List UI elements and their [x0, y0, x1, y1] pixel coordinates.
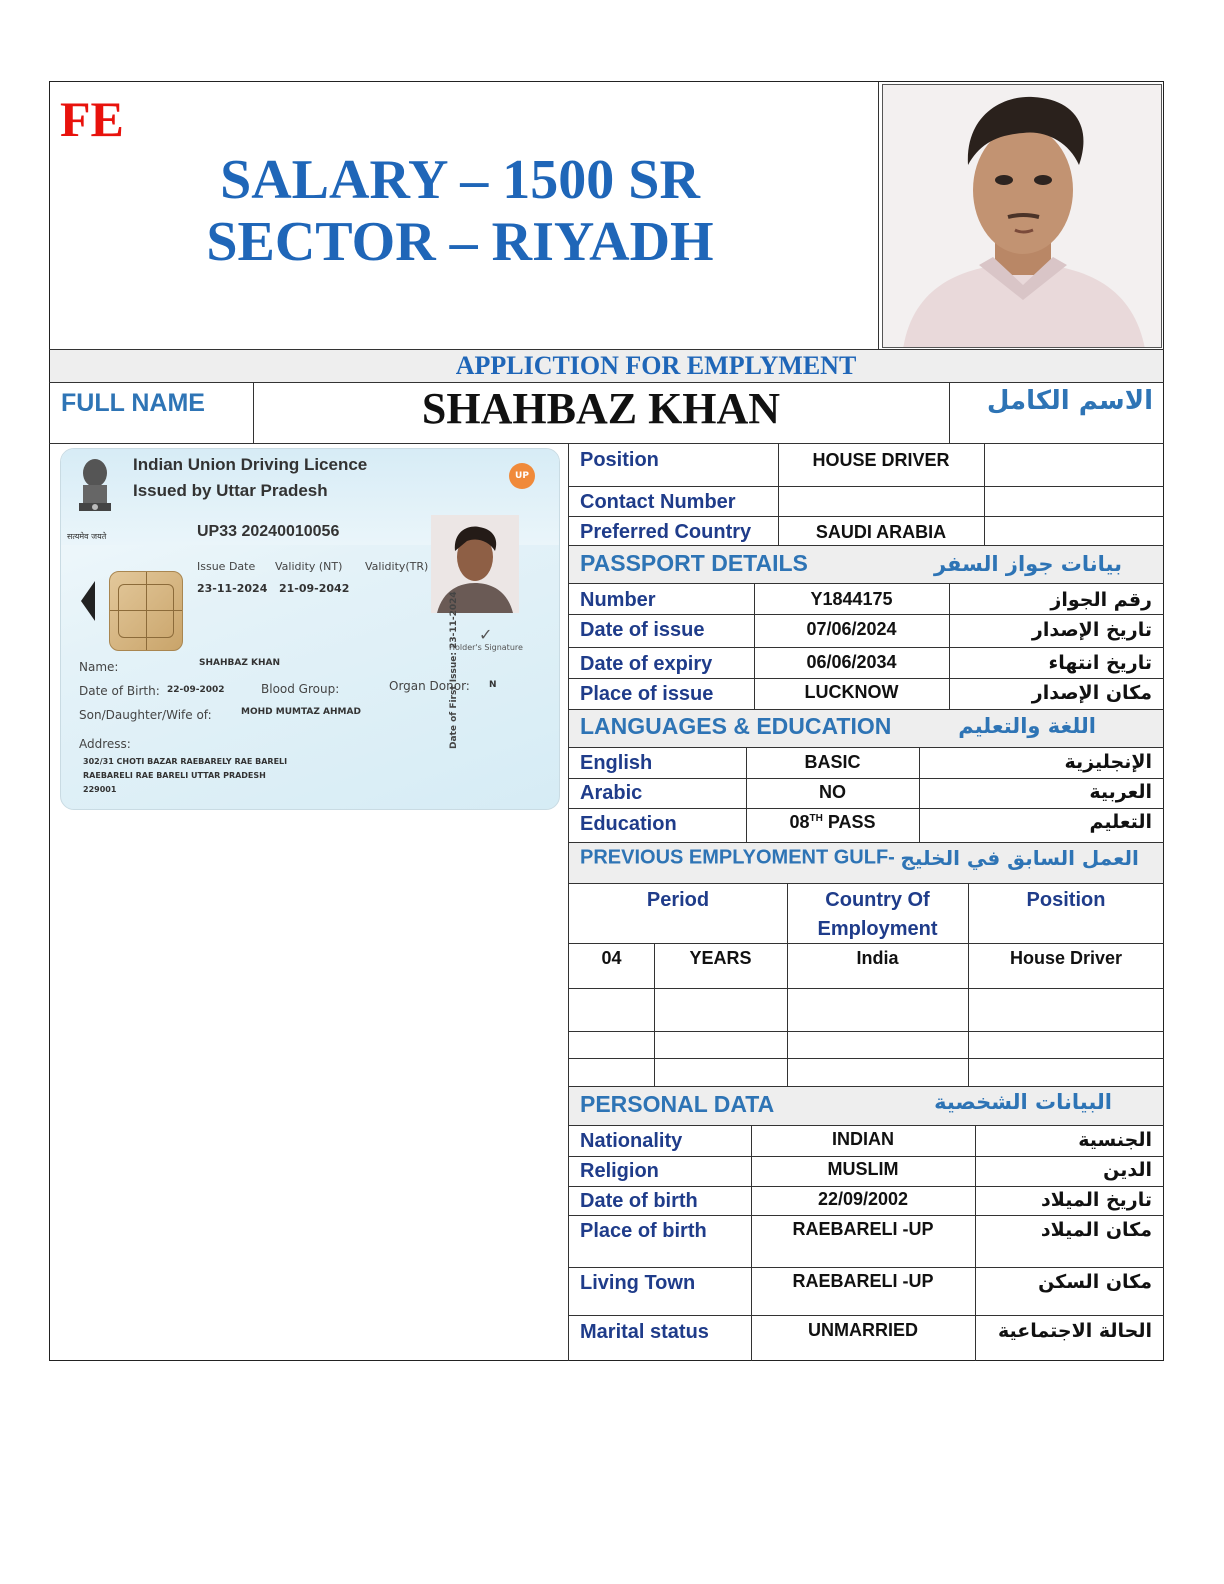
arabic-label: Arabic	[580, 782, 643, 804]
living-town-label-ar: مكان السكن	[1038, 1271, 1152, 1293]
passport-section-title: PASSPORT DETAILS	[580, 550, 808, 576]
marital-status-label: Marital status	[580, 1321, 709, 1343]
passport-number-label-ar: رقم الجواز	[1050, 589, 1152, 611]
validity-nt-value: 21-09-2042	[279, 582, 350, 595]
issue-date-label-ar: تاريخ الإصدار	[1031, 619, 1152, 641]
employment-title-en: PREVIOUS EMPLYOMENT GULF-	[580, 846, 895, 869]
marital-status-label-ar: الحالة الاجتماعية	[998, 1320, 1152, 1342]
employment-title-ar: العمل السابق في الخليج	[900, 846, 1139, 870]
place-of-issue-label-ar: مكان الإصدار	[1031, 682, 1152, 704]
employment-period-unit: YEARS	[689, 948, 752, 968]
place-of-issue-label: Place of issue	[580, 683, 714, 705]
english-label-ar: الإنجليزية	[1064, 751, 1152, 773]
employment-position: House Driver	[1009, 948, 1123, 968]
card-address-line2: RAEBARELI RAE BARELI UTTAR PRADESH	[83, 771, 266, 780]
issue-date-value: 23-11-2024	[197, 582, 268, 595]
position-header: Position	[1026, 889, 1106, 911]
signature-mark: ✓	[479, 625, 493, 644]
education-value	[746, 812, 919, 833]
card-title: Indian Union Driving Licence	[133, 455, 368, 474]
applicant-photo	[882, 84, 1162, 348]
place-of-birth-value: RAEBARELI -UP	[792, 1219, 934, 1239]
nationality-label: Nationality	[580, 1130, 683, 1152]
place-of-birth-label: Place of birth	[580, 1220, 707, 1242]
issue-date-value: 07/06/2024	[806, 619, 897, 639]
period-header: Period	[646, 889, 710, 911]
arabic-label-ar: العربية	[1089, 781, 1152, 803]
emblem-caption: सत्यमेव जयते	[67, 532, 107, 541]
card-dob-label: Date of Birth:	[79, 684, 160, 698]
card-dob-value: 22-09-2002	[167, 685, 225, 695]
preferred-country-value: SAUDI ARABIA	[815, 522, 947, 542]
issue-date-label: Issue Date	[197, 560, 256, 573]
state-badge: UP	[509, 463, 535, 489]
date-of-birth-value: 22/09/2002	[817, 1189, 909, 1209]
card-organ-label: Organ Donor:	[389, 679, 470, 693]
country-header-line2: Employment	[817, 918, 938, 940]
arabic-value: NO	[819, 782, 846, 802]
place-of-birth-label-ar: مكان الميلاد	[1040, 1219, 1152, 1241]
english-label: English	[580, 752, 653, 774]
nationality-value: INDIAN	[832, 1129, 894, 1149]
sector-heading: SECTOR – RIYADH	[206, 211, 714, 273]
education-value-suffix: TH	[809, 813, 823, 824]
emblem-icon	[73, 455, 117, 533]
chip-icon	[109, 571, 183, 651]
full-name-label: FULL NAME	[61, 389, 205, 417]
position-value: HOUSE DRIVER	[812, 450, 950, 470]
country-header-line1: Country Of	[825, 889, 930, 911]
expiry-date-label: Date of expiry	[580, 653, 713, 675]
place-of-issue-value: LUCKNOW	[804, 682, 899, 702]
signature-label: Holder's Signature	[449, 643, 523, 652]
card-address-line1: 302/31 CHOTI BAZAR RAEBARELY RAE BARELI	[83, 757, 288, 766]
nationality-label-ar: الجنسية	[1078, 1129, 1152, 1151]
form-code: FE	[60, 91, 124, 147]
validity-nt-label: Validity (NT)	[275, 560, 343, 573]
card-relation-label: Son/Daughter/Wife of:	[79, 708, 212, 722]
education-label: Education	[580, 813, 677, 835]
languages-section-title-ar: اللغة والتعليم	[958, 714, 1096, 738]
card-address-line3: 229001	[83, 785, 117, 794]
education-value-number: 08	[789, 812, 810, 832]
religion-label-ar: الدين	[1103, 1159, 1152, 1181]
expiry-date-value: 06/06/2034	[806, 652, 897, 672]
employment-country: India	[856, 948, 899, 968]
expiry-date-label-ar: تاريخ انتهاء	[1048, 652, 1152, 674]
religion-label: Religion	[580, 1160, 659, 1182]
passport-number-label: Number	[580, 589, 656, 611]
languages-section-title: LANGUAGES & EDUCATION	[580, 713, 892, 739]
living-town-label: Living Town	[580, 1272, 696, 1294]
card-blood-label: Blood Group:	[261, 682, 340, 696]
license-photo	[431, 515, 519, 613]
education-label-ar: التعليم	[1089, 811, 1152, 833]
date-of-birth-label: Date of birth	[580, 1190, 698, 1212]
religion-value: MUSLIM	[827, 1159, 899, 1179]
card-name-value: SHAHBAZ KHAN	[199, 658, 280, 668]
card-name-label: Name:	[79, 660, 119, 674]
driving-license-card	[60, 448, 560, 810]
salary-heading: SALARY – 1500 SR	[220, 149, 700, 211]
arrow-marker-icon	[81, 581, 95, 621]
education-value-rest: PASS	[822, 812, 876, 832]
issue-date-label: Date of issue	[580, 619, 705, 641]
english-value: BASIC	[804, 752, 861, 772]
card-address-label: Address:	[79, 737, 131, 751]
employment-section-title	[580, 846, 1139, 870]
employment-period-number: 04	[601, 948, 622, 968]
living-town-value: RAEBARELI -UP	[792, 1271, 934, 1291]
date-of-birth-label-ar: تاريخ الميلاد	[1041, 1189, 1152, 1211]
position-label: Position	[580, 449, 659, 471]
full-name-label-ar: الاسم الكامل	[986, 386, 1153, 416]
marital-status-value: UNMARRIED	[808, 1320, 918, 1340]
personal-section-title: PERSONAL DATA	[580, 1091, 775, 1117]
passport-number-value: Y1844175	[810, 589, 893, 609]
card-subtitle: Issued by Uttar Pradesh	[133, 481, 328, 500]
card-relation-value: MOHD MUMTAZ AHMAD	[241, 707, 361, 717]
passport-section-title-ar: بيانات جواز السفر	[933, 552, 1122, 576]
card-organ-value: N	[489, 680, 497, 690]
form-title: APPLICTION FOR EMPLYMENT	[455, 351, 857, 380]
validity-tr-label: Validity(TR)	[365, 560, 429, 573]
full-name-value: SHAHBAZ KHAN	[421, 384, 781, 433]
contact-label: Contact Number	[580, 491, 736, 513]
personal-section-title-ar: البيانات الشخصية	[934, 1090, 1112, 1114]
first-issue-date: Date of First Issue: 23-11-2024	[449, 591, 459, 749]
license-number: UP33 20240010056	[197, 523, 340, 540]
preferred-country-label: Preferred Country	[580, 521, 752, 543]
